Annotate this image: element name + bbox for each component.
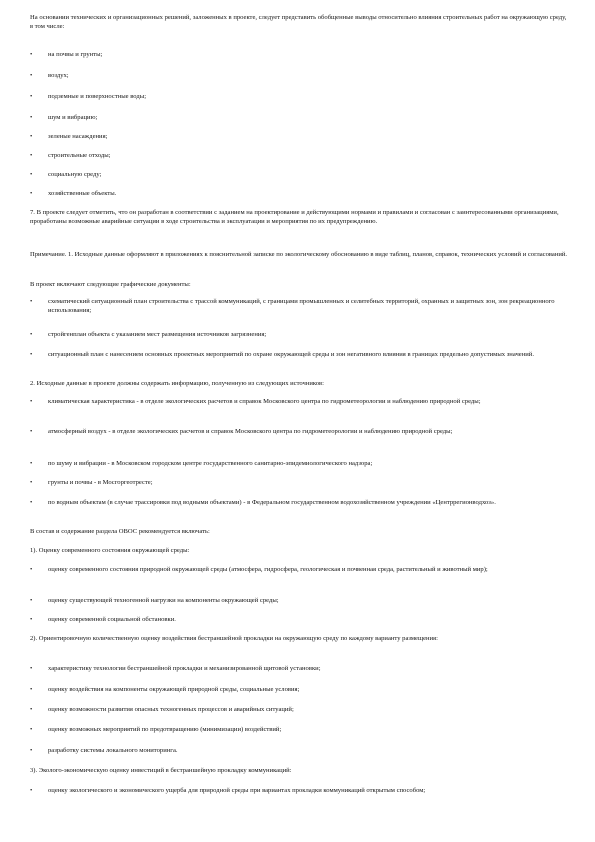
list-item: • оценку существующей техногенной нагрузки на компоненты окружающей среды; [30, 597, 279, 604]
bullet: • [30, 351, 33, 358]
list-item: • строительные отходы; [30, 152, 111, 159]
bullet: • [30, 686, 33, 693]
bullet: • [30, 298, 33, 305]
list-item: • оценку воздействия на компоненты окружающей природной среды, социальные условия; [30, 686, 300, 693]
bullet: • [30, 171, 33, 178]
bullet: • [30, 747, 33, 754]
list-item: • оценку экологического и экономического ущерба для природной среды при вариантах прокладки коммуникаций открытым способом; [30, 787, 426, 794]
list-item: • шум и вибрацию; [30, 114, 98, 121]
list-item: • стройгенплан объекта с указанием мест размещения источников загрязнения; [30, 331, 267, 338]
list-item: • оценку современной социальной обстановки. [30, 616, 176, 623]
section-2-heading: 2). Ориентировочную количественную оценку воздействия бестраншейной прокладки на окружающую среду по каждому варианту размещения: [30, 635, 438, 642]
bullet: • [30, 428, 33, 435]
list-item: • социальную среду; [30, 171, 102, 178]
bullet: • [30, 665, 33, 672]
list-item: • оценку возможных мероприятий по предотвращению (минимизации) воздействий; [30, 726, 282, 733]
list-item: • оценку современного состояния природной окружающей среды (атмосфера, гидросфера, геологическая и почвенная среда, растительный и животный мир); [30, 566, 488, 573]
bullet: • [30, 114, 33, 121]
bullet: • [30, 331, 33, 338]
list-item: • по водным объектам (в случае трассировки под водными объектами) - в Федеральном государственном водохозяйственном учреждении «Центррегионводхоз». [30, 499, 496, 506]
intro-paragraph: На основании технических и организационных решений, заложенных в проекте, следует представить обобщенные выводы относительно влияния строительных работ на окружающую среду, в том числе: [30, 14, 567, 30]
list-item: • по шуму и вибрации - в Московском городском центре государственного санитарно-эпидемиологического надзора; [30, 460, 373, 467]
list-item: • оценку возможности развития опасных техногенных процессов и аварийных ситуаций; [30, 706, 294, 713]
list-item: • схематический ситуационный план строительства с трассой коммуникаций, с границами промышленных и селитебных территорий, охранных и защитных зон, зон рекреационного использования; [30, 298, 555, 314]
bullet: • [30, 787, 33, 794]
list-item: • характеристику технологии бестраншейной прокладки и механизированной щитовой установки; [30, 665, 321, 672]
list-item: • климатическая характеристика - в отделе экологических расчетов и справок Московского центра по гидрометеорологии и наблюдению природной среды; [30, 398, 481, 405]
bullet: • [30, 499, 33, 506]
list-item: • разработку системы локального мониторинга. [30, 747, 178, 754]
note-paragraph: Примечание. 1. Исходные данные оформляют в приложениях к пояснительной записке по экологическому обоснованию в виде таблиц, планов, справок, технических условий и согласований. [30, 251, 568, 258]
bullet: • [30, 190, 33, 197]
bullet: • [30, 597, 33, 604]
paragraph-2: 2. Исходные данные в проекте должны содержать информацию, полученную из следующих источников: [30, 380, 325, 387]
ovos-intro: В состав и содержание раздела ОВОС рекомендуется включать: [30, 528, 210, 535]
paragraph-7: 7. В проекте следует отметить, что он разработан в соответствии с заданием на проектирование и действующими нормами и правилами и согласован с заинтересованными организациями, проработаны возможные аварийные ситуации в ходе строительства и эксплуатации и мероприятия по их предупреждению. [30, 209, 559, 225]
bullet: • [30, 479, 33, 486]
bullet: • [30, 152, 33, 159]
graphics-intro: В проект включают следующие графические документы: [30, 281, 191, 288]
list-item: • на почвы и грунты; [30, 51, 103, 58]
list-item: • атмосферный воздух - в отделе экологических расчетов и справок Московского центра по гидрометеорологии и наблюдению природной среды; [30, 428, 453, 435]
section-1-heading: 1). Оценку современного состояния окружающей среды: [30, 547, 190, 554]
list-item: • подземные и поверхностные воды; [30, 93, 147, 100]
section-3-heading: 3). Эколого-экономическую оценку инвестиций в бестраншейную прокладку коммуникаций: [30, 767, 292, 774]
bullet: • [30, 616, 33, 623]
bullet: • [30, 706, 33, 713]
bullet: • [30, 726, 33, 733]
list-item: • ситуационный план с нанесением основных проектных мероприятий по охране окружающей среды и зон негативного влияния в границах предельно допустимых значений. [30, 351, 534, 358]
bullet: • [30, 566, 33, 573]
bullet: • [30, 93, 33, 100]
list-item: • грунты и почвы - в Мосгоргеотресте; [30, 479, 153, 486]
list-item: • хозяйственные объекты. [30, 190, 117, 197]
bullet: • [30, 72, 33, 79]
bullet: • [30, 398, 33, 405]
bullet: • [30, 133, 33, 140]
bullet: • [30, 51, 33, 58]
list-item: • воздух; [30, 72, 69, 79]
bullet: • [30, 460, 33, 467]
list-item: • зеленые насаждения; [30, 133, 108, 140]
